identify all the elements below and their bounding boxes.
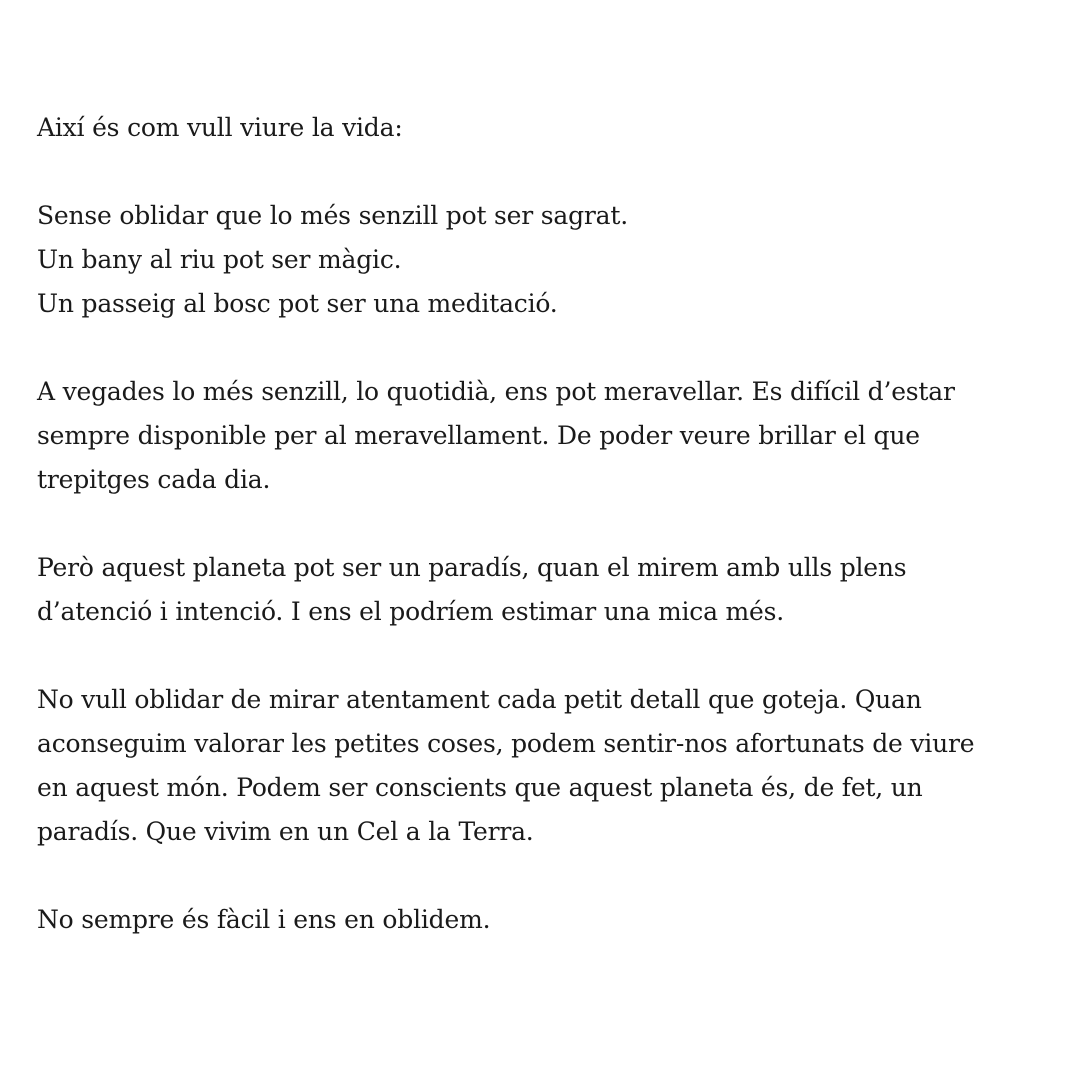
intro-paragraph (37, 106, 1047, 150)
text-line: Un bany al riu pot ser màgic. (37, 245, 402, 274)
text-page (37, 106, 1047, 986)
text-line: Però aquest planeta pot ser un paradís, quan el mirem amb ulls plens (37, 553, 907, 582)
text-line: aconseguim valorar les petites coses, podem sentir-nos afortunats de viure (37, 729, 975, 758)
stanza-sacred-simple (37, 194, 1047, 326)
text-line: Un passeig al bosc pot ser una meditació. (37, 289, 558, 318)
text-line: Sense oblidar que lo més senzill pot ser sagrat. (37, 201, 628, 230)
text-line: A vegades lo més senzill, lo quotidià, ens pot meravellar. Es difícil d’estar (37, 377, 955, 406)
closing-paragraph (37, 898, 1047, 942)
text-line: en aquest món. Podem ser conscients que aquest planeta és, de fet, un (37, 773, 923, 802)
text-line: paradís. Que vivim en un Cel a la Terra. (37, 817, 534, 846)
text-line: sempre disponible per al meravellament. De poder veure brillar el que (37, 421, 920, 450)
text-line: No sempre és fàcil i ens en oblidem. (37, 905, 491, 934)
text-line: Així és com vull viure la vida: (37, 113, 403, 142)
text-line: No vull oblidar de mirar atentament cada petit detall que goteja. Quan (37, 685, 922, 714)
stanza-small-details (37, 678, 1047, 854)
text-line: trepitges cada dia. (37, 465, 271, 494)
stanza-everyday-wonder (37, 370, 1047, 502)
text-line: d’atenció i intenció. I ens el podríem estimar una mica més. (37, 597, 785, 626)
stanza-planet-paradise (37, 546, 1047, 634)
